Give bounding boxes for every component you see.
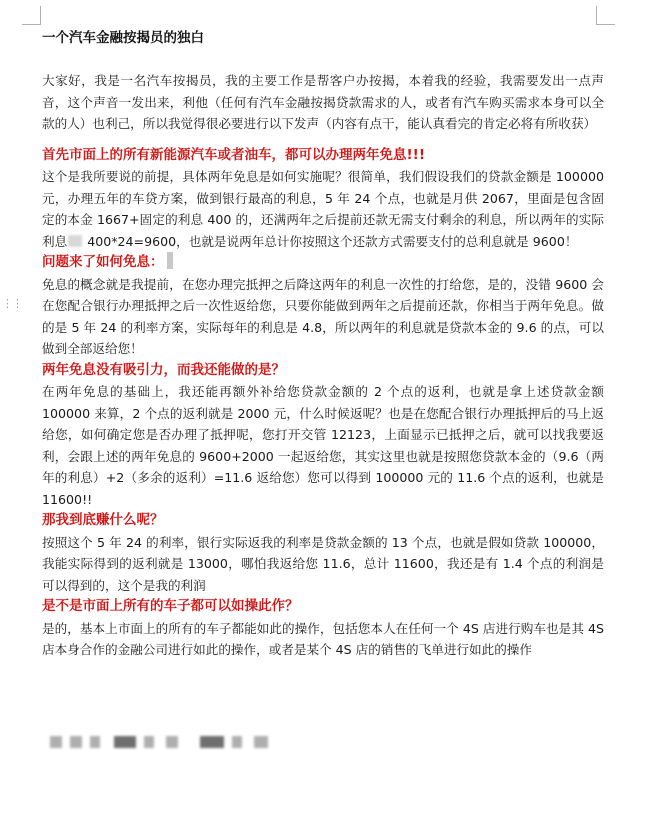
text-cursor xyxy=(167,252,173,269)
section-heading-3: 两年免息没有吸引力，而我还能做的是？ xyxy=(42,361,285,378)
section-body-3: 在两年免息的基础上，我还能再额外补给您贷款金额的 2 个点的返利，也就是拿上述贷款金额 100000 来算，2 个点的返利就是 2000 元，什么时候返呢？也是在您配合银行办理抵押后的马上返给您，如何确定您是否办理了抵押呢，您打开交管 12123，上面显示已抵押之后，就可以找我要返利，会跟上述的两年免息的 9600+2000 一起返给您，其实这里也就是按照您贷款本金的（9.6（两年的利息）+2（多余的返利）=11.6 返给您）您可以得到 100000 元的 11.6 个点的返利，也就是 11600!! xyxy=(42,384,604,507)
section-body-1-part-b: 400*24=9600，也就是说两年总计你按照这个还款方式需要支付的总利息就是 9600！ xyxy=(83,233,578,249)
section-heading-1: 首先市面上的所有新能源汽车或者油车，都可以办理两年免息!!! xyxy=(42,146,425,163)
section-heading-5: 是不是市面上所有的车子都可以如操此作？ xyxy=(42,598,299,614)
intro-paragraph: 大家好，我是一名汽车按揭员，我的主要工作是帮客户办按揭，本着我的经验，我需要发出一点声音，这个声音一发出来，利他（任何有汽车金融按揭贷款需求的人，或者有汽车购买需求本身可以全款的人）也利己，所以我觉得很必要进行以下发声（内容有点干，能认真看完的肯定必将有所收获） xyxy=(42,73,604,131)
redaction-smudge xyxy=(68,235,82,247)
redaction-block xyxy=(90,736,100,748)
section-body-4: 按照这个 5 年 24 的利率，银行实际返我的利率是贷款金额的 13 个点，也就是假如贷款 100000，我能实际得到的返利就是 13000，哪怕我返给您 11.6，总计 11600，我还是有 1.4 个点的利润是可以得到的，这个是我的利润 xyxy=(42,534,604,593)
section-body-1-part-a: 这个是我所要说的前提，具体两年免息是如何实施呢？很简单，我们假设我们的贷款金额是 100000 元，办理五年的车贷方案，做到银行最高的利息，5 年 24 个点，也就是月供 2067，里面是包含固定的本金 1667+固定的利息 400 的，还满两年之后提前还款无需支付剩余的利息，所以两年的实际利息 xyxy=(42,169,604,249)
section-body-5: 是的，基本上市面上的所有的车子都能如此的操作，包括您本人在任何一个 4S 店进行购车也是其 4S 店本身合作的金融公司进行如此的操作，或者是某个 4S 店的销售的飞单进行如此的操作 xyxy=(42,620,604,657)
page-corner-mark-left xyxy=(22,6,41,25)
document-title: 一个汽车金融按揭员的独白 xyxy=(42,30,204,46)
section-body-2: 免息的概念就是我提前，在您办理完抵押之后降这两年的利息一次性的打给您，是的，没错 9600 会在您配合银行办理抵押之后一次性返给您，只要你能做到两年之后提前还款，你相当于两年免息。做的是 5 年 24 的利率方案，实际每年的利息是 4.8，所以两年的利息就是贷款本金的 9.6 的点，可以做到全部返给您！ xyxy=(42,276,604,356)
redaction-block xyxy=(166,736,178,748)
drag-handle-icon[interactable]: ⋮⋮ xyxy=(2,297,22,310)
section-heading-4: 那我到底赚什么呢？ xyxy=(42,512,164,528)
section-body-1 xyxy=(42,166,604,252)
page-corner-mark-right xyxy=(596,6,615,25)
section-heading-2-text: 问题来了如何免息： xyxy=(42,254,164,270)
redacted-footer-line xyxy=(50,736,290,750)
redaction-block xyxy=(50,736,62,748)
redaction-block xyxy=(144,736,154,748)
redaction-block xyxy=(200,736,224,748)
document-body xyxy=(42,28,604,661)
redaction-block xyxy=(254,736,268,748)
section-heading-2 xyxy=(42,252,604,274)
redaction-block xyxy=(114,736,136,748)
redaction-block xyxy=(232,736,242,748)
redaction-block xyxy=(70,736,82,748)
